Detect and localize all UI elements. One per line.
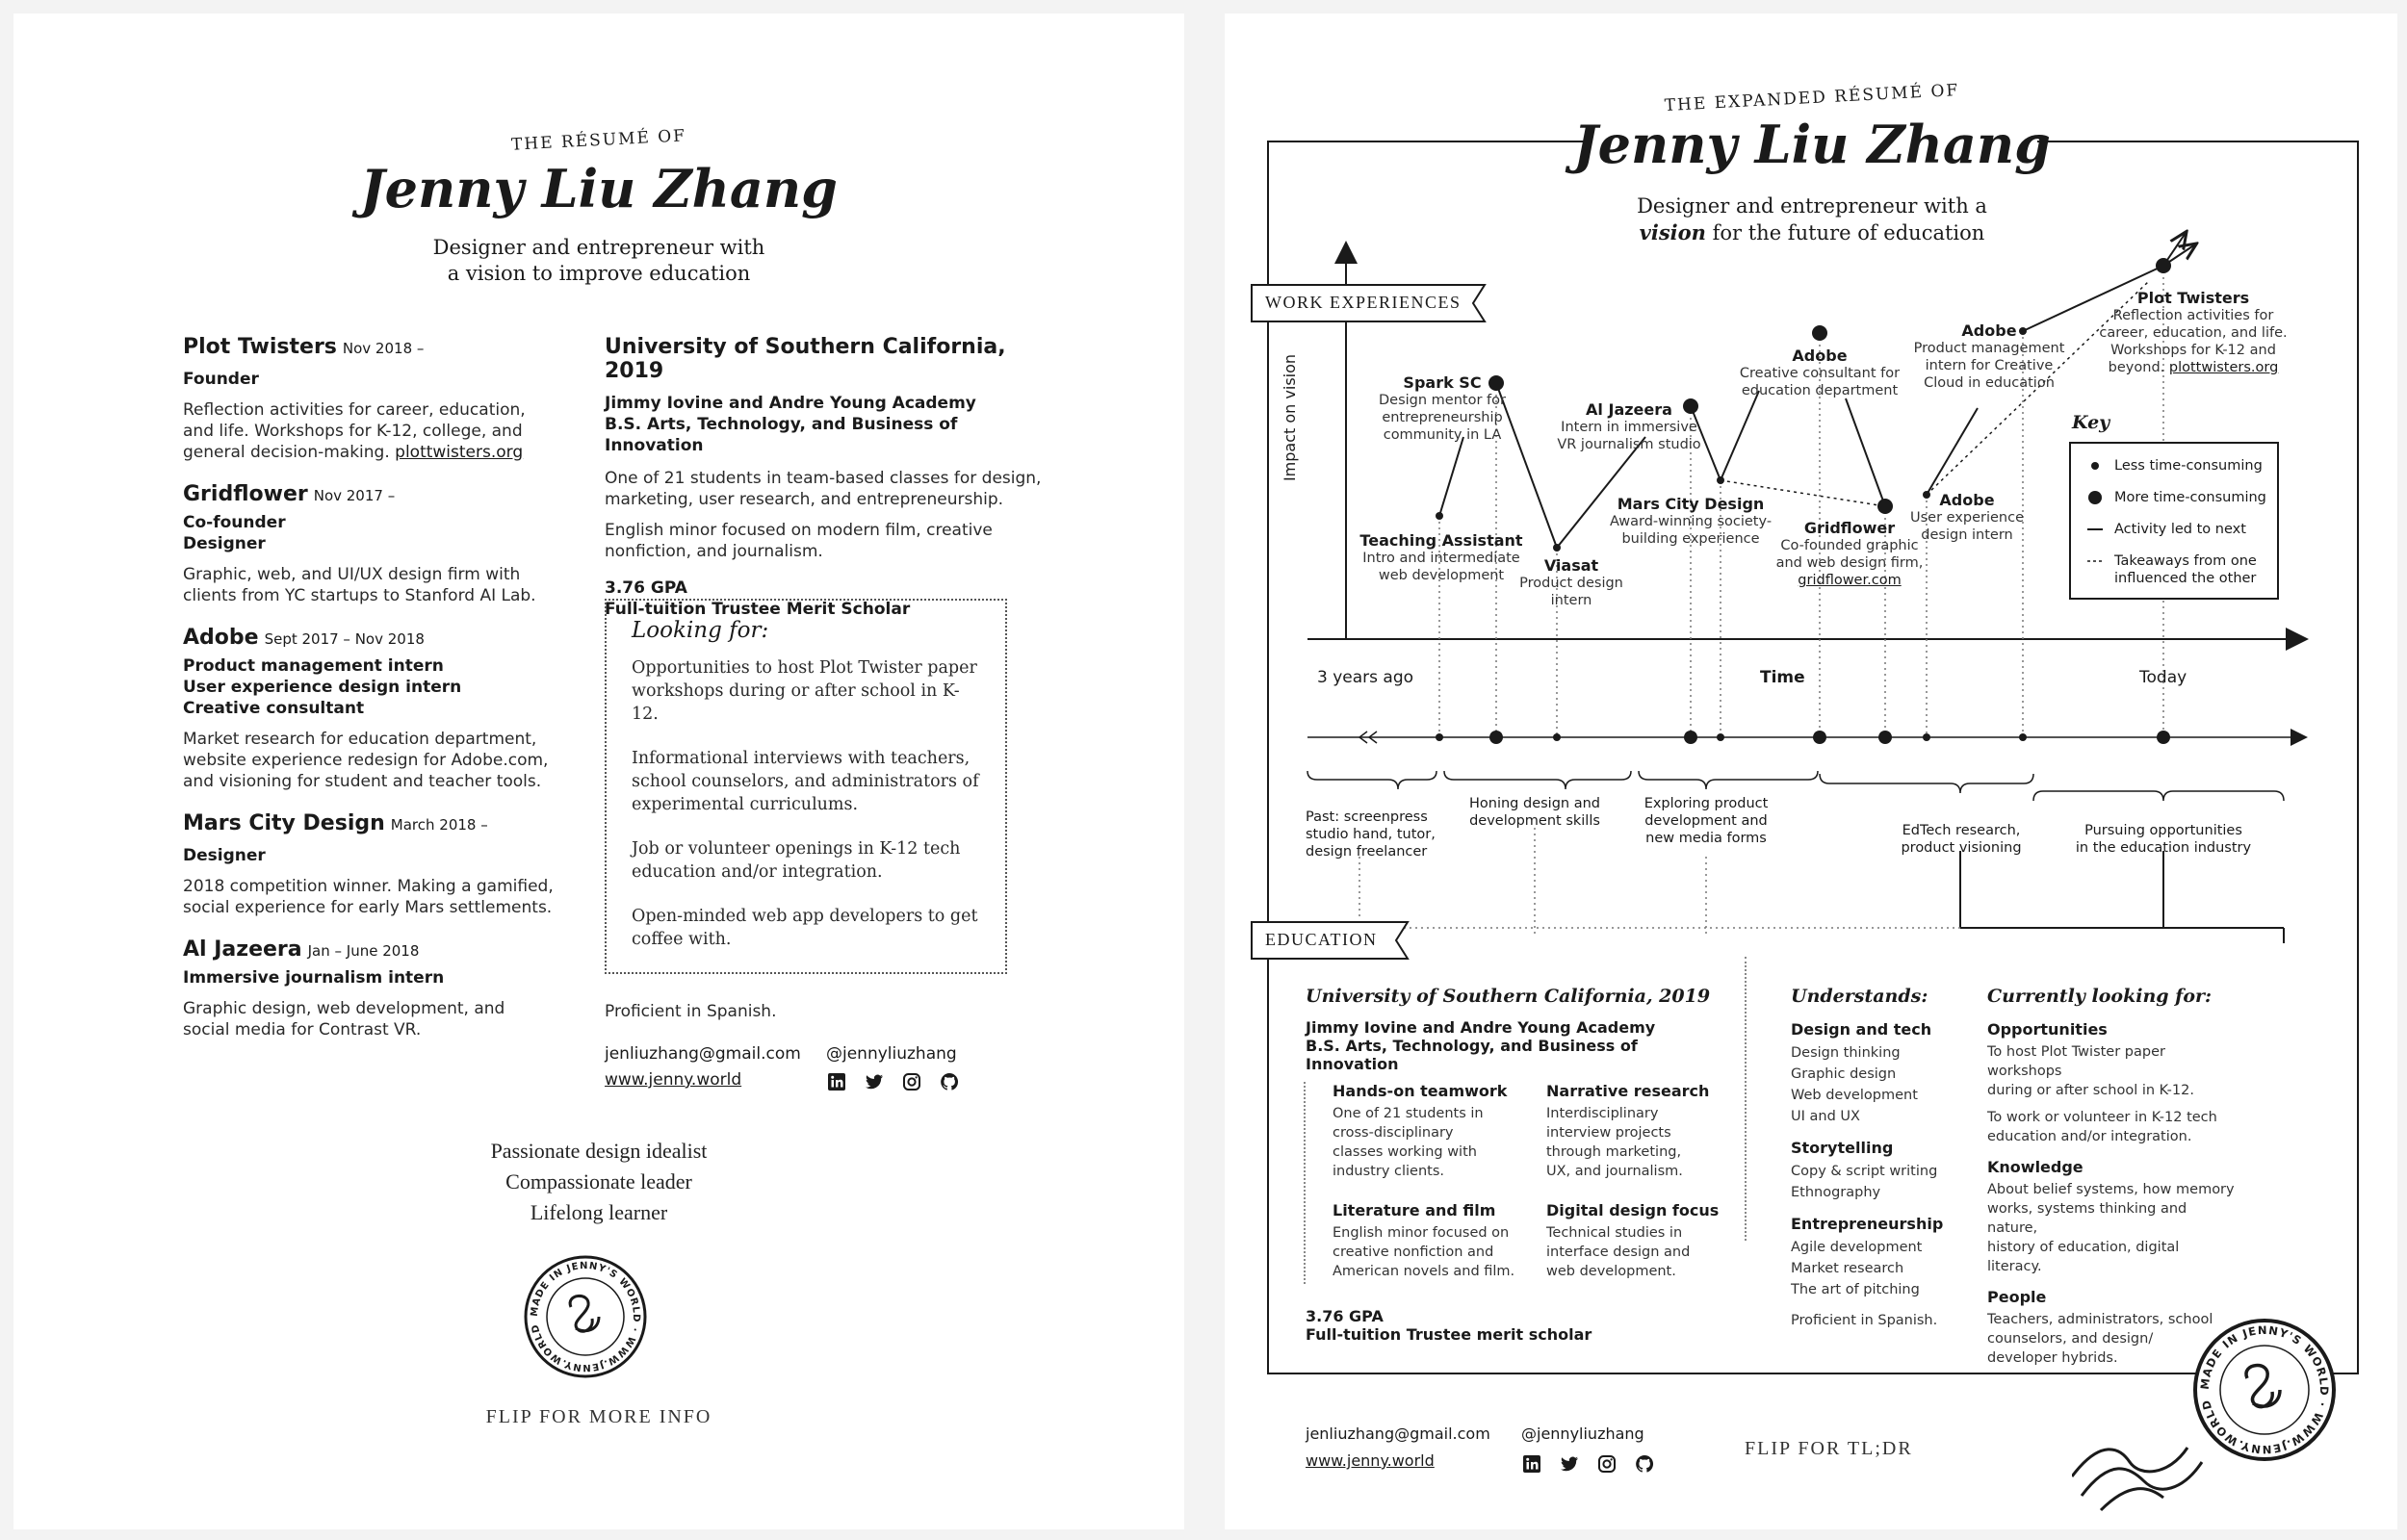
job-item: Plot Twisters Nov 2018 – Founder Reflection activities for career, education, and life. Workshops for K-12, college, and general decision-making. plottwisters.org	[183, 335, 526, 462]
spanish-note: Proficient in Spanish.	[605, 1002, 777, 1021]
label-adobe-pm: Adobe Product management intern for Creative Cloud in education	[1913, 321, 2065, 391]
plottwisters-link[interactable]: plottwisters.org	[395, 443, 524, 462]
made-in-jennys-world-stamp	[2072, 1294, 2361, 1515]
education-section: University of Southern California, 2019 Jimmy Iovine and Andre Young Academy B.S. Arts, Technology, and Business of Innovation One of 21 students in team-based classes for design, marketing, user research, and entrepreneurship. English minor focused on modern film, creative nonfiction, and journalism. 3.76 GPA Full-tuition Trustee Merit Scholar	[605, 335, 1042, 619]
svg-text:MADE IN JENNY'S WORLD · WWW.JE: MADE IN JENNY'S WORLD · WWW.JENNY.WORLD	[2197, 1322, 2332, 1457]
job-item: Mars City Design March 2018 – Designer 2018 competition winner. Making a gamified, social experience for early Mars settlements.	[183, 811, 554, 917]
point-viasat	[1553, 544, 1561, 552]
key-small-dot	[2091, 462, 2099, 470]
experience-list	[183, 335, 607, 1040]
label-al-jazeera: Al Jazeera Intern in immersive VR journalism studio	[1557, 400, 1701, 452]
key-takeaways: Takeaways from one influenced the other	[2114, 553, 2257, 586]
edu-block: Narrative research Interdisciplinary interview projects through marketing, UX, and journalism.	[1546, 1082, 1710, 1179]
p2-gpa: 3.76 GPA Full-tuition Trustee merit scholar	[1306, 1307, 1592, 1344]
github-icon[interactable]	[940, 1072, 959, 1091]
job-item: Adobe Sept 2017 – Nov 2018 Product management intern User experience design intern Creative consultant Market research for education department, website experience redesign for Adobe.com, and visioning for student and teacher tools.	[183, 626, 549, 791]
email[interactable]: jenliuzhang@gmail.com	[1306, 1424, 1490, 1443]
point-gridflower	[1877, 499, 1893, 514]
understands-section: Understands: Design and tech Design thinking Graphic design Web development UI and UX Storytelling Copy & script writing Ethnography Entrepreneurship Agile development Market research The art of pitching Proficient in Spanish.	[1791, 986, 1944, 1328]
point-plot-twisters	[2156, 258, 2171, 273]
edu-block: Digital design focus Technical studies in interface design and web development.	[1546, 1201, 1720, 1279]
tagline: Designer and entrepreneur with a vision to improve education	[432, 236, 765, 285]
website-link[interactable]: www.jenny.world	[605, 1070, 742, 1090]
education-label: EDUCATION	[1265, 930, 1378, 949]
looking-for-box: Looking for: Opportunities to host Plot Twister paper workshops during or after school in K-12. Informational interviews with teachers, school counselors, and administrators of experimental curriculums. Job or volunteer openings in K-12 tech education and/or integration. Open-minded web app developers to get coffee with.	[605, 599, 1007, 974]
gridflower-link[interactable]: gridflower.com	[1798, 573, 1902, 588]
edu-dotted-bar	[1304, 1082, 1306, 1284]
resume-kicker: THE RÉSUMÉ OF	[510, 126, 687, 155]
instagram-icon[interactable]	[902, 1072, 921, 1091]
label-adobe-ux: Adobe User experience design intern	[1909, 491, 2025, 543]
linkedin-icon[interactable]	[1522, 1454, 1541, 1474]
resume-name: Jenny Liu Zhang	[360, 158, 838, 219]
label-teaching-assistant: Teaching Assistant Intro and intermediate web development	[1359, 531, 1523, 583]
y-axis-label: Impact on vision	[1281, 353, 1299, 482]
website-link[interactable]: www.jenny.world	[1306, 1451, 1435, 1470]
handle[interactable]: @jennyliuzhang	[1521, 1424, 1644, 1443]
twitter-icon[interactable]	[1560, 1454, 1579, 1474]
label-plot-twisters: Plot Twisters Reflection activities for career, education, and life. Workshops for K-12 and beyond. plottwisters.org	[2099, 289, 2288, 375]
chart-points	[1436, 258, 2171, 552]
point-mars-city	[1717, 476, 1724, 484]
key-title: Key	[2072, 412, 2110, 433]
currently-looking-section: Currently looking for: Opportunities To host Plot Twister paper workshops during or after school in K-12. To work or volunteer in K-12 tech education and/or integration. Knowledge About belief systems, how memory works, systems thinking and nature, history of education, digital literacy. People Teachers, administrators, school counselors, and design/ developer hybrids.	[1987, 986, 2235, 1366]
p2-education: University of Southern California, 2019 Jimmy Iovine and Andre Young Academy B.S. Arts, Technology, and Business of Innovation	[1306, 986, 1711, 1073]
resume-page-front	[13, 13, 1184, 1529]
linkedin-icon[interactable]	[827, 1072, 846, 1091]
phase-label: Exploring product development and new media forms	[1643, 796, 1769, 846]
work-label: WORK EXPERIENCES	[1265, 293, 1462, 312]
svg-text:MADE IN JENNY'S WORLD · WWW.JE: MADE IN JENNY'S WORLD · WWW.JENNY.WORLD	[529, 1260, 642, 1373]
social-icons	[1522, 1453, 1668, 1474]
instagram-icon[interactable]	[1597, 1454, 1617, 1474]
resume-kicker: THE EXPANDED RÉSUMÉ OF	[1664, 80, 1960, 116]
point-teaching-assistant	[1436, 512, 1443, 520]
label-mars-city-design: Mars City Design Award-winning society- building experience	[1609, 495, 1773, 547]
job-item: Gridflower Nov 2017 – Co-founder Designer Graphic, web, and UI/UX design firm with clients from YC startups to Stanford AI Lab.	[183, 482, 536, 605]
twitter-icon[interactable]	[865, 1072, 884, 1091]
label-gridflower: Gridflower Co-founded graphic and web design firm, gridflower.com	[1775, 519, 1924, 588]
made-in-jennys-world-stamp	[518, 1249, 653, 1384]
traits: Passionate design idealist Compassionate leader Lifelong learner	[490, 1139, 708, 1224]
x-axis-label: Time	[1760, 668, 1805, 687]
resume-page-expanded	[1225, 13, 2397, 1529]
x-start-label: 3 years ago	[1317, 668, 1414, 687]
key-large-dot	[2088, 491, 2102, 504]
plottwisters-link[interactable]: plottwisters.org	[2168, 360, 2279, 375]
phase-label: EdTech research, product visioning	[1901, 823, 2022, 856]
social-icons	[827, 1071, 972, 1091]
handle[interactable]: @jennyliuzhang	[826, 1044, 957, 1064]
label-viasat: Viasat Product design intern	[1519, 556, 1623, 608]
phase-label: Pursuing opportunities in the education industry	[2075, 823, 2252, 856]
x-end-label: Today	[2139, 668, 2187, 687]
job-item: Al Jazeera Jan – June 2018 Immersive journalism intern Graphic design, web development, and social media for Contrast VR.	[183, 937, 505, 1040]
key-led: Activity led to next	[2114, 522, 2246, 537]
key-more: More time-consuming	[2114, 490, 2266, 505]
understands-dotted-bar	[1745, 957, 1747, 1241]
phase-label: Honing design and development skills	[1469, 796, 1600, 829]
edu-block: Literature and film English minor focused on creative nonfiction and American novels and film.	[1333, 1201, 1515, 1279]
flip-note: FLIP FOR TL;DR	[1745, 1438, 1913, 1459]
key-less: Less time-consuming	[2114, 458, 2263, 474]
label-adobe-consultant: Adobe Creative consultant for education department	[1739, 346, 1901, 398]
edu-block: Hands-on teamwork One of 21 students in cross-disciplinary classes working with industry clients.	[1333, 1082, 1508, 1179]
github-icon[interactable]	[1635, 1454, 1654, 1474]
resume-name: Jenny Liu Zhang	[1573, 114, 2051, 175]
phase-label: Past: screenpress studio hand, tutor, design freelancer	[1306, 809, 1436, 860]
email[interactable]: jenliuzhang@gmail.com	[605, 1044, 801, 1064]
tagline: Designer and entrepreneur with a vision for the future of education	[1637, 194, 1987, 244]
point-adobe-consultant	[1812, 325, 1827, 341]
education-connector	[1960, 851, 2284, 943]
label-spark-sc: Spark SC Design mentor for entrepreneurship community in LA	[1379, 373, 1506, 443]
flip-note: FLIP FOR MORE INFO	[485, 1406, 712, 1427]
